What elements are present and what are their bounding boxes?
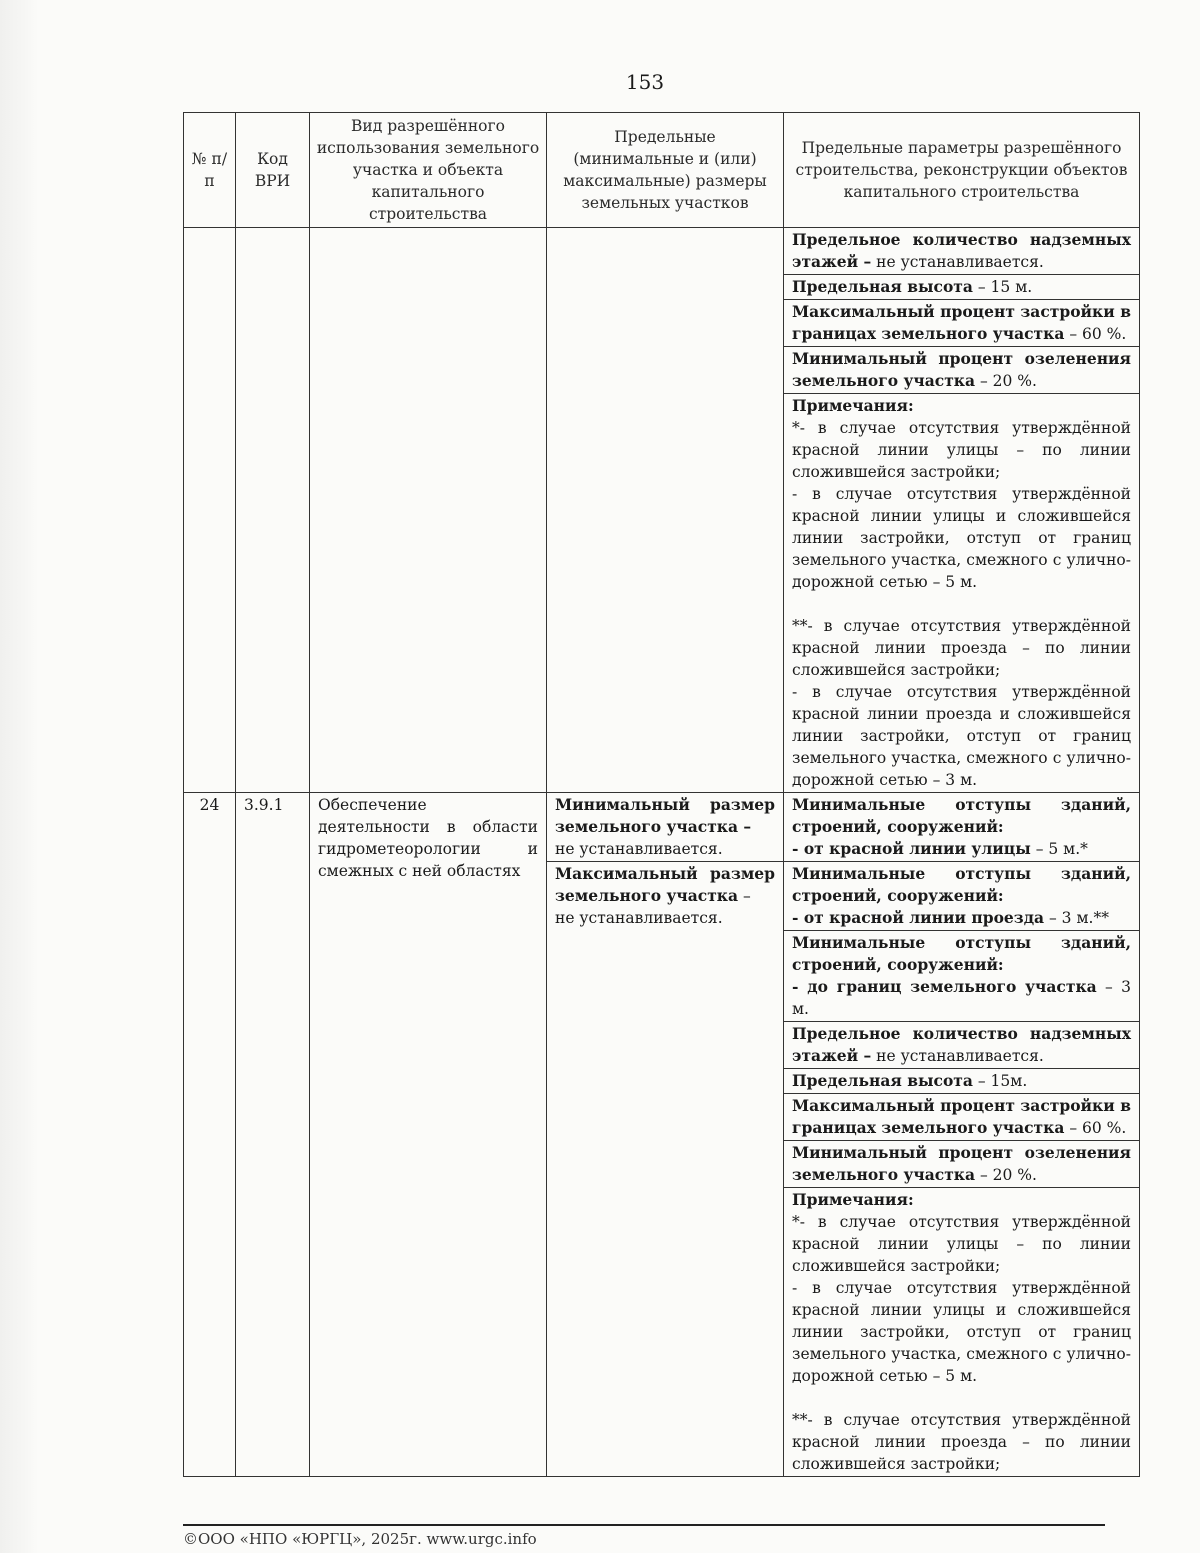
param-min-greenery: Минимальный процент озеленения земельного участка – 20 %. [784,347,1140,394]
param-max-coverage: Максимальный процент застройки в границах земельного участка – 60 %. [784,300,1140,347]
offset-plot-border: Минимальные отступы зданий, строений, сооружений: - до границ земельного участка – 3 м. [784,931,1140,1022]
size-min-cell: Минимальный размер земельного участка – не устанавливается. [547,793,784,862]
note-3: **- в случае отсутствия утверждённой красной линии проезда – по линии сложившейся застройки; [792,617,1131,679]
footer-rule [183,1524,1105,1526]
notes-cell [784,1188,1140,1477]
notes-title: Примечания: [792,396,914,415]
cell-empty [184,228,236,793]
param-min-greenery: Минимальный процент озеленения земельного участка – 20 %. [784,1141,1140,1188]
scan-edge [0,0,38,1553]
table-header-row [184,113,1140,228]
notes-title: Примечания: [792,1190,914,1209]
param-floors: Предельное количество надземных этажей – не устанавливается. [784,228,1140,275]
cell-empty [310,228,547,793]
cell-empty [236,228,310,793]
cell-empty [547,228,784,793]
note-3: **- в случае отсутствия утверждённой красной линии проезда – по линии сложившейся застройки; [792,1411,1131,1473]
row-code: 3.9.1 [236,793,310,1477]
footer-copyright: ©ООО «НПО «ЮРГЦ», 2025г. www.urgc.info [183,1530,537,1548]
note-1: *- в случае отсутствия утверждённой красной линии улицы – по линии сложившейся застройки; [792,1213,1131,1275]
header-plot-sizes: Предельные (минимальные и (или) максимальные) размеры земельных участков [547,113,784,228]
notes-cell [784,394,1140,793]
header-num: № п/п [184,113,236,228]
offset-passage: Минимальные отступы зданий, строений, сооружений: - от красной линии проезда – 3 м.** [784,862,1140,931]
offset-street: Минимальные отступы зданий, строений, сооружений: - от красной линии улицы – 5 м.* [784,793,1140,862]
size-max-cell: Максимальный размер земельного участка – не устанавливается. [547,862,784,1477]
note-4: - в случае отсутствия утверждённой красной линии проезда и сложившейся линии застройки, отступ от границ земельного участка, смежного с улично-дорожной сетью – 3 м. [792,683,1131,789]
param-height: Предельная высота – 15м. [784,1069,1140,1094]
param-height: Предельная высота – 15 м. [784,275,1140,300]
table-row [184,228,1140,275]
note-1: *- в случае отсутствия утверждённой красной линии улицы – по линии сложившейся застройки; [792,419,1131,481]
note-2: - в случае отсутствия утверждённой красной линии улицы и сложившейся линии застройки, отступ от границ земельного участка, смежного с улично-дорожной сетью – 5 м. [792,485,1131,591]
header-code: Код ВРИ [236,113,310,228]
table-row [184,793,1140,862]
regulations-table [183,112,1140,1477]
note-2: - в случае отсутствия утверждённой красной линии улицы и сложившейся линии застройки, отступ от границ земельного участка, смежного с улично-дорожной сетью – 5 м. [792,1279,1131,1385]
row-number: 24 [184,793,236,1477]
row-use-name: Обеспечение деятельности в области гидрометеорологии и смежных с ней областях [310,793,547,1477]
param-max-coverage: Максимальный процент застройки в границах земельного участка – 60 %. [784,1094,1140,1141]
header-build-params: Предельные параметры разрешённого строительства, реконструкции объектов капитального строительства [784,113,1140,228]
page-number: 153 [625,70,665,94]
param-floors: Предельное количество надземных этажей – не устанавливается. [784,1022,1140,1069]
header-use-type: Вид разрешённого использования земельного участка и объекта капитального строительства [310,113,547,228]
